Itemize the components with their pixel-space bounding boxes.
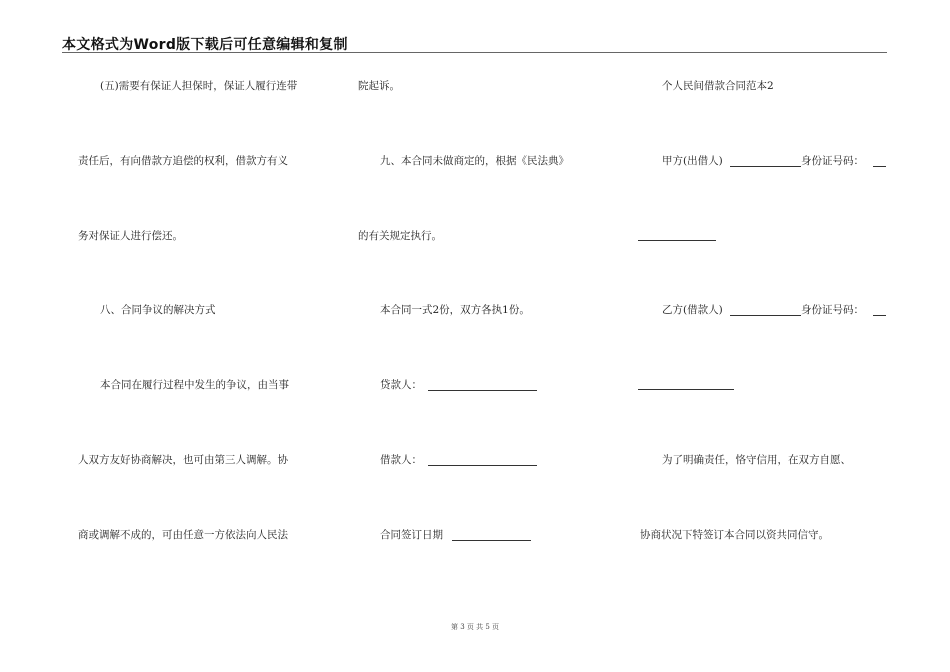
party-a-label: 甲方(出借人) — [662, 155, 723, 167]
signing-date-blank — [452, 540, 531, 541]
party-a-id-label: 身份证号码： — [801, 155, 864, 167]
borrower-blank — [428, 465, 537, 466]
borrower-label: 借款人： — [380, 454, 422, 466]
left-line-6: 人双方友好协商解决，也可由第三人调解。协 — [78, 454, 288, 466]
left-line-2: 责任后，有向借款方追偿的权利，借款方有义 — [78, 155, 288, 167]
header-divider — [62, 52, 887, 53]
party-a-name-blank — [730, 166, 801, 167]
signing-date-label: 合同签订日期 — [380, 529, 443, 541]
middle-line-2: 九、本合同未做商定的，根据《民法典》 — [380, 155, 569, 167]
page-number-footer: 第 3 页 共 5 页 — [450, 623, 500, 631]
right-line-6: 为了明确责任，恪守信用，在双方自愿、 — [662, 454, 851, 466]
party-b-label: 乙方(借款人) — [662, 304, 723, 316]
party-b-name-blank — [730, 315, 801, 316]
lender-label: 贷款人： — [380, 379, 422, 391]
party-b-id-label: 身份证号码： — [801, 304, 864, 316]
middle-line-1: 院起诉。 — [358, 80, 400, 92]
middle-line-4: 本合同一式2份，双方各执1份。 — [380, 304, 530, 316]
document-header-title: 本文格式为Word版下载后可任意编辑和复制 — [62, 37, 348, 53]
left-line-7: 商或调解不成的，可由任意一方依法向人民法 — [78, 529, 288, 541]
middle-line-3: 的有关规定执行。 — [358, 230, 442, 242]
left-line-5: 本合同在履行过程中发生的争议，由当事 — [100, 379, 289, 391]
party-a-id-blank — [873, 166, 886, 167]
party-a-id-blank-cont — [638, 240, 716, 241]
left-line-3: 务对保证人进行偿还。 — [78, 230, 183, 242]
party-b-id-blank — [873, 315, 886, 316]
lender-blank — [428, 390, 537, 391]
contract-template-title: 个人民间借款合同范本2 — [662, 80, 774, 92]
right-line-7: 协商状况下特签订本合同以资共同信守。 — [640, 529, 829, 541]
left-line-4: 八、合同争议的解决方式 — [100, 304, 216, 316]
left-line-1: (五)需要有保证人担保时，保证人履行连带 — [100, 80, 298, 92]
party-b-id-blank-cont — [638, 389, 734, 390]
